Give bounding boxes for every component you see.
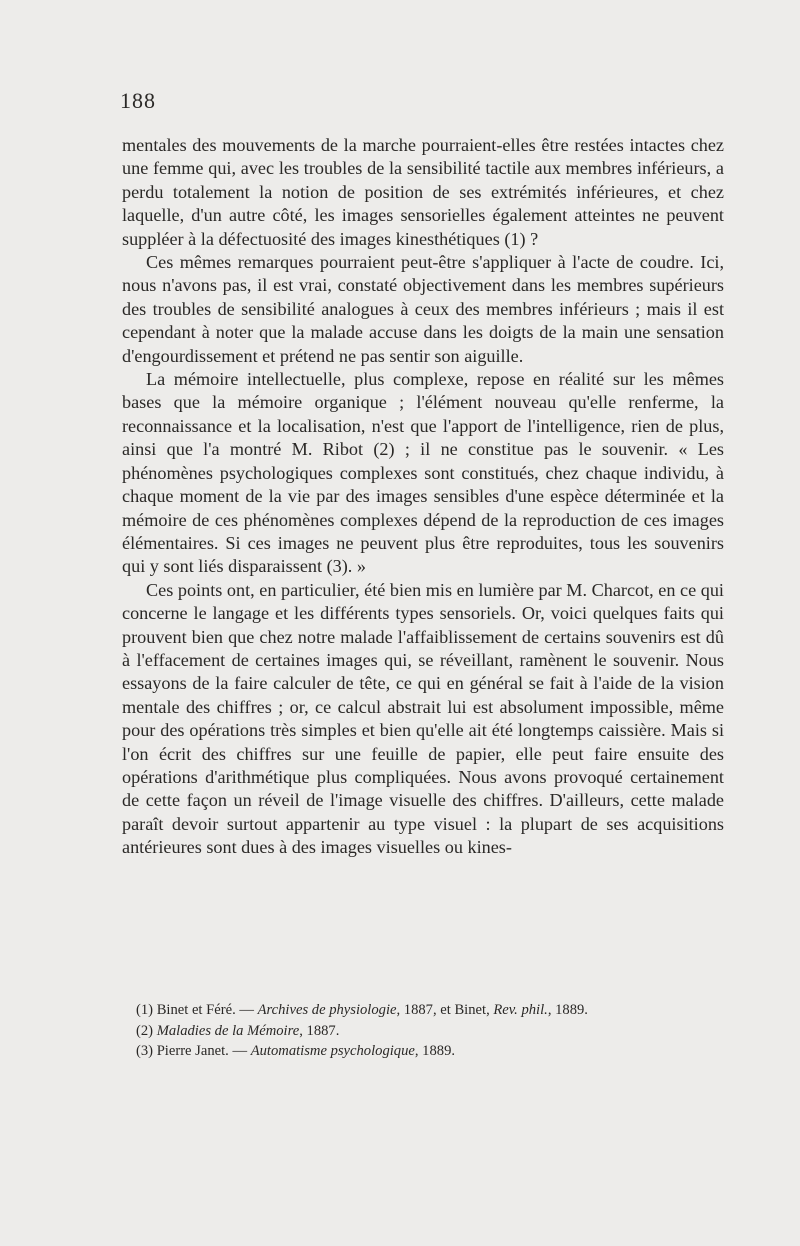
footnote-title: Maladies de la Mémoire	[156, 1022, 300, 1039]
paragraph-2: Ces mêmes remarques pourraient peut-être s'appliquer à l'acte de coudre. Ici, nous n'avons pas, il est vrai, constaté objectivement dans les membres supérieurs des troubles de sensibilité analogues à ceux des membres inférieurs ; mais il est cependant à noter que la malade accuse dans les doigts de la main une sensation d'engourdissement et prétend ne pas sentir son aiguille.	[122, 252, 724, 366]
footnote-3	[122, 1041, 722, 1062]
paragraph-4: Ces points ont, en particulier, été bien mis en lumière par M. Charcot, en ce qui concerne le langage et les différents types sensoriels. Or, voici quelques faits qui prouvent bien que chez notre malade l'affaiblissement de certains souvenirs est dû à l'effacement de certaines images qui, se réveillant, ramènent le souvenir. Nous essayons de la faire calculer de tête, ce qui en général se fait à l'aide de la vision mentale des chiffres ; or, ce calcul abstrait lui est absolument impossible, même pour des opérations très simples et bien qu'elle ait été longtemps caissière. Mais si l'on écrit des chiffres sur une feuille de papier, elle peut faire ensuite des opérations d'arithmétique plus compliquées. Nous avons provoqué certainement de cette façon un réveil de l'image visuelle des chiffres. D'ailleurs, cette malade paraît devoir surtout appartenir au type visuel : la plupart de ses acquisitions antérieures sont dues à des images visuelles ou kines-	[122, 579, 724, 858]
footnotes	[122, 1000, 722, 1062]
footnote-text: , 1889.	[414, 1043, 456, 1059]
paragraph-1: mentales des mouvements de la marche pourraient-elles être restées intactes chez une femme qui, avec les troubles de la sensibilité tactile aux membres inférieurs, a perdu totalement la notion de position de ses extrémités inférieures, et chez laquelle, d'un autre côté, les images sensorielles également atteintes ne peuvent suppléer à la défectuosité des images kinesthétiques (1) ?	[122, 135, 724, 249]
body-text	[122, 134, 724, 860]
footnote-text: Pierre Janet. —	[156, 1043, 251, 1059]
paragraph-3: La mémoire intellectuelle, plus complexe, repose en réalité sur les mêmes bases que la mémoire organique ; l'élément nouveau qu'elle renferme, la reconnaissance et la localisation, n'est que l'apport de l'intelligence, rien de plus, ainsi que l'a montré M. Ribot (2) ; il ne constitue pas le souvenir. « Les phénomènes psychologiques complexes sont constitués, chez chaque individu, à chaque moment de la vie par des images sensibles d'une espèce déterminée et la mémoire de ces phénomènes complexes dépend de la reproduction de ces images élémentaires. Si ces images ne peuvent plus être reproduites, tous les souvenirs qui y sont liés disparaissent (3). »	[122, 369, 724, 577]
footnote-title: Rev. phil.	[493, 1002, 548, 1018]
footnote-text: Binet et Féré. —	[156, 1002, 258, 1018]
footnote-text: , 1887, et Binet,	[396, 1002, 494, 1018]
footnote-text: , 1887.	[299, 1022, 340, 1039]
footnote-1	[122, 1000, 722, 1021]
footnote-title: Archives de physiologie	[257, 1002, 397, 1018]
footnote-mark: (2)	[136, 1022, 154, 1039]
footnote-text: , 1889.	[547, 1002, 588, 1018]
footnote-mark: (1)	[136, 1002, 154, 1018]
footnote-mark: (3)	[136, 1043, 154, 1059]
footnote-2	[122, 1021, 722, 1042]
footnote-title: Automatisme psychologique	[250, 1043, 415, 1059]
page-number: 188	[120, 88, 156, 113]
